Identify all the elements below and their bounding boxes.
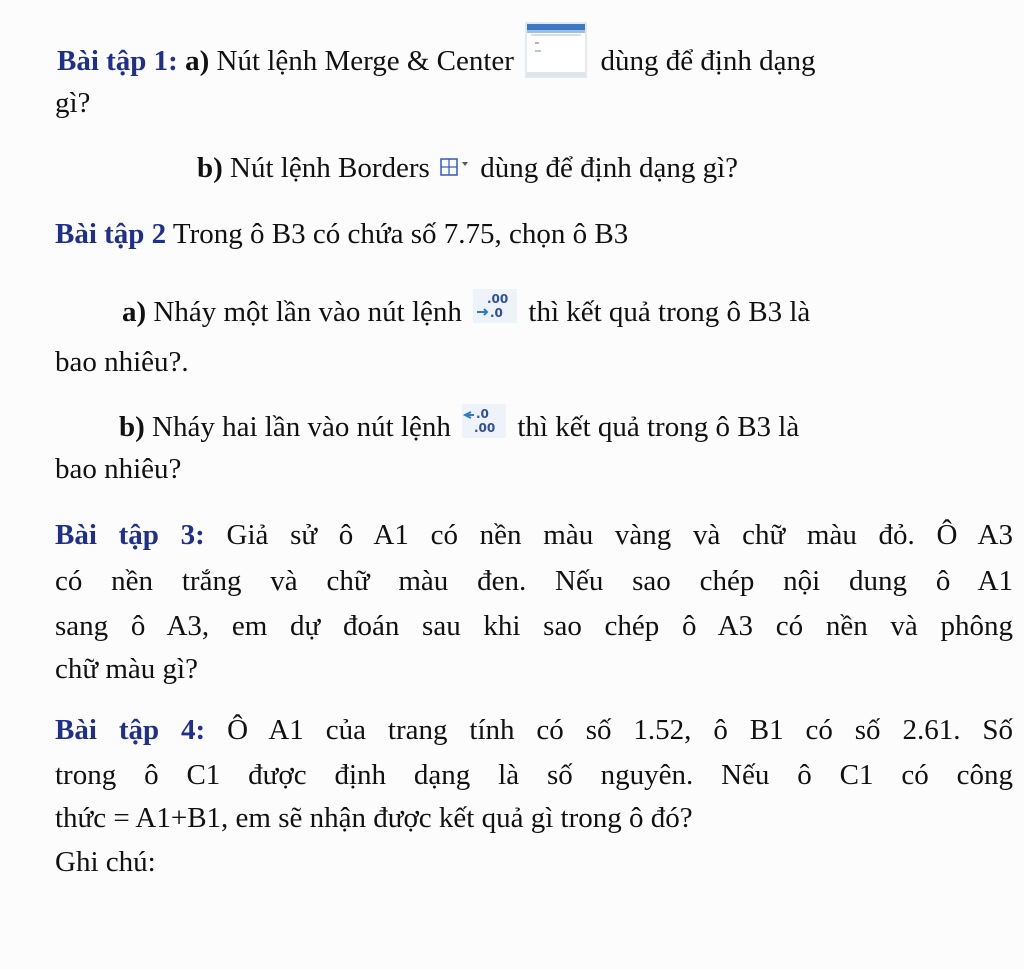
svg-text:.00: .00	[487, 292, 509, 307]
ex2-b-text: Nháy hai lần vào nút lệnh	[152, 411, 451, 443]
ex4-heading: Bài tập 4:	[55, 714, 206, 746]
ex1-line-b	[197, 150, 1024, 188]
note-label: Ghi chú:	[55, 846, 156, 878]
ex2-line-a	[122, 294, 1024, 332]
increase-decimal-icon	[458, 407, 510, 447]
ex2-b-cont: bao nhiêu?	[55, 453, 182, 485]
ex1-a-label: a)	[185, 45, 210, 78]
merge-center-icon	[521, 40, 593, 87]
ex3-heading: Bài tập 3:	[55, 519, 205, 551]
ex1-a-after: dùng để định dạng	[600, 45, 816, 78]
ex4-line3: thức = A1+B1, em sẽ nhận được kết quả gì trong ô đó?	[55, 802, 693, 834]
ex1-b-text: Nút lệnh Borders	[230, 152, 430, 184]
ex2-b-after: thì kết quả trong ô B3 là	[517, 411, 800, 443]
ex1-b-label: b)	[197, 152, 223, 184]
ex2-line-1	[55, 216, 1024, 252]
decrease-decimal-icon	[469, 292, 521, 332]
ex3-line-1	[55, 517, 1013, 553]
ex2-a-cont: bao nhiêu?.	[55, 346, 189, 378]
ex2-a-text: Nháy một lần vào nút lệnh	[153, 296, 462, 328]
svg-text:.0: .0	[490, 306, 504, 321]
ex2-a-label: a)	[122, 296, 147, 328]
ex3-line3: sang ô A3, em dự đoán sau khi sao chép ô A3 có nền và phông	[55, 610, 1013, 642]
svg-text:.0: .0	[476, 407, 489, 422]
ex3-line2: có nền trắng và chữ màu đen. Nếu sao chép nội dung ô A1	[55, 565, 1013, 597]
ex1-a-cont: gì?	[55, 87, 91, 119]
ex4-line1: Ô A1 của trang tính có số 1.52, ô B1 có số 2.61. Số	[227, 714, 1014, 746]
svg-text:.00: .00	[474, 421, 496, 436]
ex2-intro: Trong ô B3 có chứa số 7.75, chọn ô B3	[172, 218, 629, 250]
ex2-line-b	[119, 409, 1024, 447]
ex4-line2: trong ô C1 được định dạng là số nguyên. Nếu ô C1 có công	[55, 759, 1013, 791]
ex4-line-1	[55, 712, 1013, 748]
ex3-line1: Giả sử ô A1 có nền màu vàng và chữ màu đỏ. Ô A3	[226, 519, 1014, 551]
ex2-heading: Bài tập 2	[55, 218, 167, 250]
ex3-line4: chữ màu gì?	[55, 653, 198, 685]
ex2-a-after: thì kết quả trong ô B3 là	[528, 296, 811, 328]
borders-icon	[437, 152, 473, 188]
ex1-heading: Bài tập 1:	[57, 45, 178, 78]
ex1-a-text: Nút lệnh Merge & Center	[216, 45, 514, 78]
ex1-line-1	[57, 40, 1007, 87]
ex1-b-after: dùng để định dạng gì?	[480, 152, 739, 184]
ex2-b-label: b)	[119, 411, 145, 443]
